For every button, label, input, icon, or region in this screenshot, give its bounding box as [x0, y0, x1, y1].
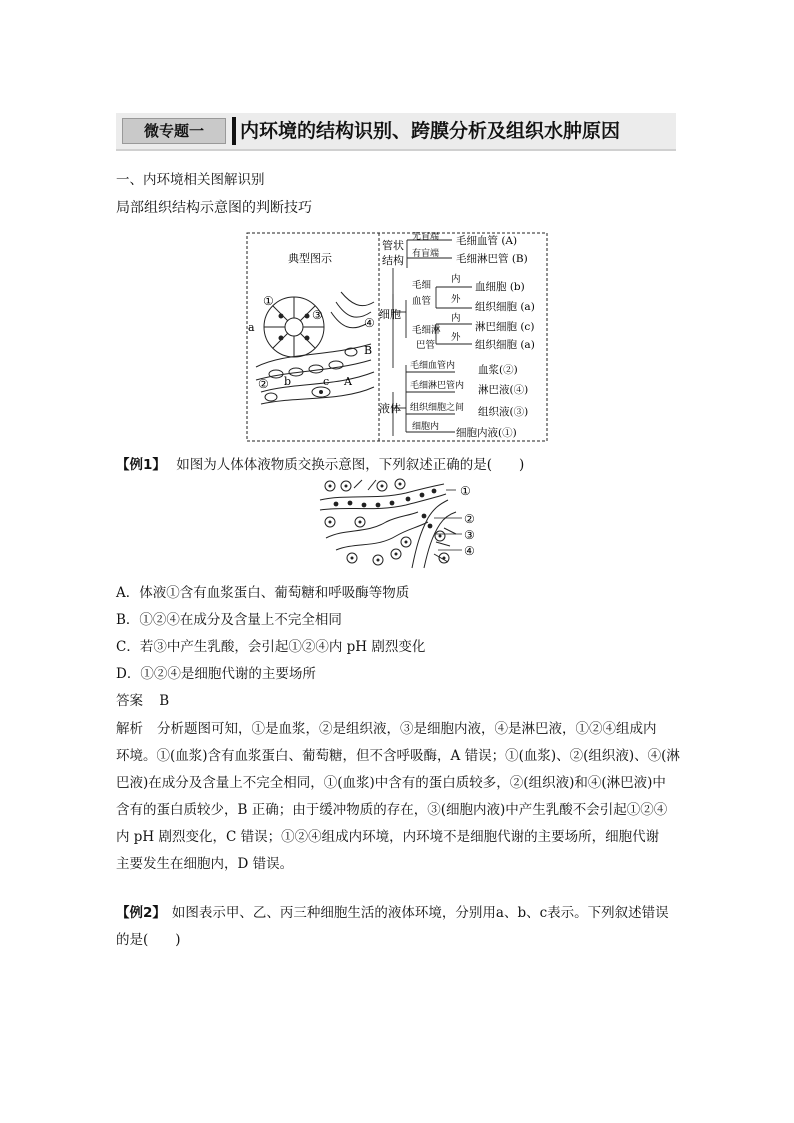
option-a: A．体液①含有血浆蛋白、葡萄糖和呼吸酶等物质	[116, 585, 410, 601]
tree-blind-none: 无盲端	[412, 232, 440, 242]
page-title: 内环境的结构识别、跨膜分析及组织水肿原因	[240, 120, 621, 142]
analysis-label: 解析	[116, 721, 143, 737]
panel-title: 典型图示	[288, 252, 332, 265]
ex1-label-1: ①	[460, 484, 471, 498]
label-B: B	[364, 344, 373, 357]
option-d: D．①②④是细胞代谢的主要场所	[116, 666, 316, 682]
tree-blind-has: 有盲端	[412, 249, 440, 259]
topic-banner	[116, 113, 676, 151]
analysis-line-6: 主要发生在细胞内，D 错误。	[116, 856, 294, 872]
tree-lym-2: 巴管	[416, 340, 436, 351]
tree-cell: 细胞	[379, 308, 401, 321]
tree-lymph-fluid: 淋巴液(④)	[478, 384, 529, 396]
label-b: b	[284, 375, 292, 388]
label-c: c	[323, 375, 330, 388]
tree-plasma: 血浆(②)	[478, 364, 518, 376]
section-subheading: 局部组织结构示意图的判断技巧	[116, 200, 312, 216]
tree-icf: 细胞内液(①)	[456, 427, 517, 439]
tree-cap-2: 血管	[412, 296, 432, 307]
example2-label: 【例2】	[116, 905, 166, 921]
label-circle-1: ①	[263, 294, 274, 308]
tree-inner-2: 内	[451, 313, 461, 324]
tree-lymph-vessel: 毛细淋巴管 (B)	[456, 253, 528, 265]
analysis-line-4: 含有的蛋白质较少，B 正确；由于缓冲物质的存在，③(细胞内液)中产生乳酸不会引起①②④	[116, 802, 668, 818]
analysis-paragraph	[116, 716, 680, 878]
tree-inner-1: 内	[451, 274, 461, 285]
tree-in-cap: 毛细血管内	[410, 361, 456, 371]
tree-tissue-cell-1: 组织细胞 (a)	[475, 301, 535, 313]
ex1-label-4: ④	[464, 544, 475, 558]
tree-capillary: 毛细血管 (A)	[456, 235, 518, 247]
example2-line-2: 的是( )	[116, 932, 181, 948]
tree-lym-1: 毛细淋	[412, 325, 441, 336]
ex1-label-3: ③	[464, 528, 475, 542]
label-circle-3: ③	[312, 308, 323, 322]
tissue-structure-figure	[246, 232, 548, 442]
tree-cap-1: 毛细	[412, 280, 432, 291]
tree-tube-2: 结构	[382, 254, 404, 267]
tree-outer-1: 外	[451, 294, 461, 305]
answer-value: B	[159, 693, 170, 709]
example1-question: 如图为人体体液物质交换示意图，下列叙述正确的是( )	[176, 457, 525, 473]
analysis-line-1: 解析 分析题图可知，①是血浆，②是组织液，③是细胞内液，④是淋巴液，①②④组成内	[116, 721, 657, 737]
example2-question	[116, 900, 680, 954]
topic-tag: 微专题一	[122, 118, 226, 144]
tree-tissue-cell-2: 组织细胞 (a)	[475, 339, 535, 351]
fluid-exchange-figure	[316, 478, 486, 570]
tree-outer-2: 外	[451, 332, 461, 343]
tree-in-cell: 细胞内	[412, 422, 440, 432]
analysis-line-3: 巴液)在成分及含量上不完全相同，①(血浆)中含有的蛋白质较多，②(组织液)和④(淋巴液)中	[116, 775, 666, 791]
tree-lymphocyte: 淋巴细胞 (c)	[475, 321, 535, 333]
tree-between: 组织细胞之间	[410, 403, 465, 413]
example2-line-1: 【例2】 如图表示甲、乙、丙三种细胞生活的液体环境，分别用a、b、c表示。下列叙述错误	[116, 905, 669, 921]
answer-label: 答案	[116, 693, 143, 709]
tree-liquid: 液体	[379, 402, 401, 415]
label-A: A	[344, 375, 352, 388]
ex1-label-2: ②	[464, 512, 475, 526]
label-a: a	[248, 321, 255, 334]
section-heading: 一、内环境相关图解识别	[116, 172, 265, 188]
analysis-line-2: 环境。①(血浆)含有血浆蛋白、葡萄糖，但不含呼吸酶，A 错误；①(血浆)、②(组织液)、④(淋	[116, 748, 680, 764]
tree-in-lym: 毛细淋巴管内	[410, 381, 465, 391]
option-b: B．①②④在成分及含量上不完全相同	[116, 612, 342, 628]
option-c: C．若③中产生乳酸，会引起①②④内 pH 剧烈变化	[116, 639, 426, 655]
tree-blood-cell: 血细胞 (b)	[475, 281, 525, 293]
tree-tube-1: 管状	[382, 239, 404, 252]
tree-tissue-fluid: 组织液(③)	[478, 406, 529, 418]
analysis-line-5: 内 pH 剧烈变化，C 错误；①②④组成内环境，内环境不是细胞代谢的主要场所，细胞代谢	[116, 829, 660, 845]
answer-line	[116, 691, 169, 711]
label-circle-2: ②	[258, 377, 269, 391]
label-circle-4: ④	[364, 316, 375, 330]
example1-label: 【例1】	[116, 457, 166, 473]
example1-question-line	[116, 455, 524, 475]
banner-separator	[232, 117, 236, 145]
